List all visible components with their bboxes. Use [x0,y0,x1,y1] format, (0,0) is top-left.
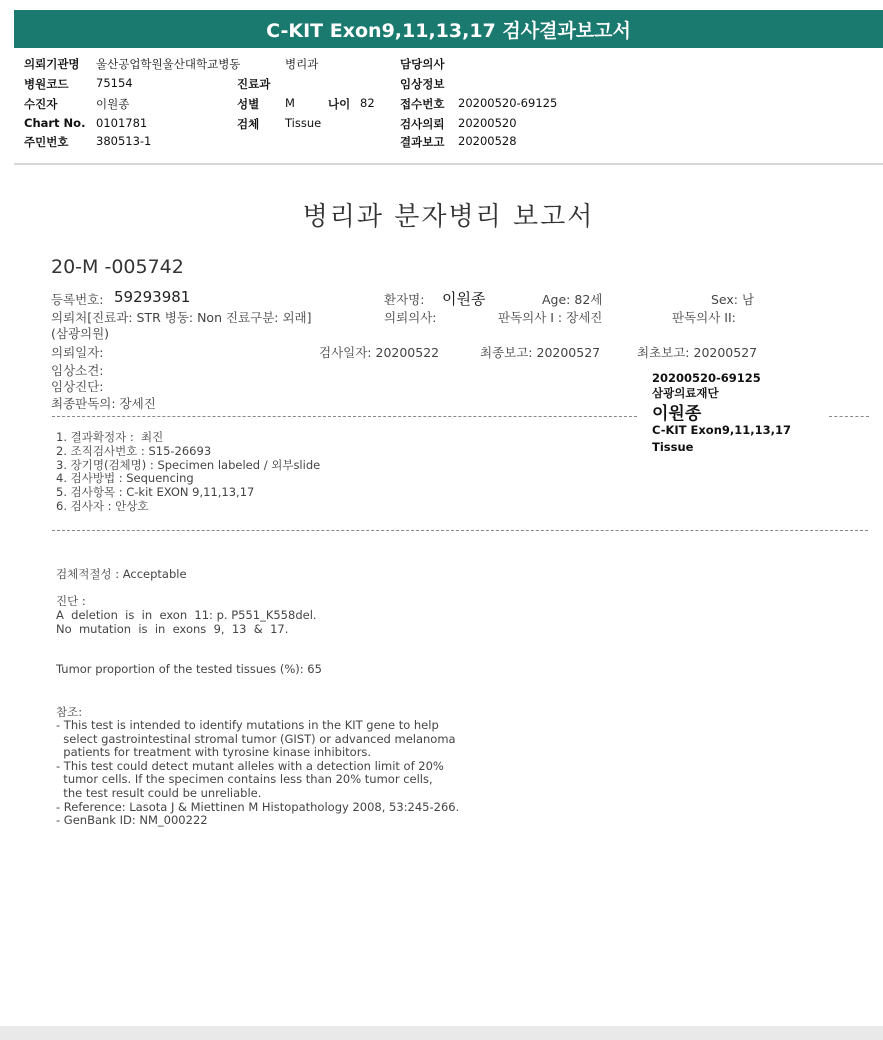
case-number: 20-M -005742 [51,256,184,278]
reference-line: the test result could be unreliable. [56,786,262,800]
pathologist-1: 판독의사 I : 장세진 [498,310,603,325]
reference-line: - Reference: Lasota J & Miettinen M Histopathology 2008, 53:245-266. [56,799,460,814]
report-item: 6. 검사자 : 안상호 [56,499,149,513]
institution-label: 의뢰기관명 [24,57,80,71]
patient-name-value: 이원종 [442,290,486,308]
report-banner [14,10,883,48]
chart-value: 0101781 [96,116,148,130]
doctor-label: 담당의사 [400,57,445,71]
bottom-bar [0,1026,883,1040]
report-title: 병리과 분자병리 보고서 [302,202,595,232]
hospital-code-label: 병원코드 [24,77,69,91]
hospital-code-value: 75154 [96,76,133,90]
reference-line: patients for treatment with tyrosine kinase inhibitors. [56,745,372,760]
sex-label: 성별 [237,97,260,111]
result-value: 20200528 [458,134,517,148]
first-report: 최초보고: 20200527 [637,345,758,360]
sticker-line-3: 이원종 [652,404,702,424]
chart-label: Chart No. [24,116,86,130]
sex-value: M [285,96,295,110]
banner-title: C-KIT Exon9,11,13,17 검사결과보고서 [266,19,631,42]
clinical-findings: 임상소견: [51,363,104,378]
final-pathologist: 최종판독의: 장세진 [51,396,156,411]
header-divider [14,163,883,165]
reg-value: 59293981 [114,288,191,306]
specimen-value: Tissue [285,116,322,130]
result-label: 결과보고 [400,135,445,149]
adequacy: 검체적절성 : Acceptable [56,567,187,581]
diagnosis-line: No mutation is in exons 9, 13 & 17. [56,622,289,636]
age-value: 82 [360,96,375,110]
reg-label: 등록번호: [51,292,104,307]
receipt-value: 20200520-69125 [458,96,558,110]
reference-line: - This test could detect mutant alleles with a detection limit of 20% [56,758,444,773]
report-item: 5. 검사항목 : C-kit EXON 9,11,13,17 [56,485,255,500]
sticker-line-2: 삼광의료재단 [652,386,719,400]
sex-text: Sex: 남 [711,292,755,307]
divider-left [52,416,652,417]
request-value: 20200520 [458,116,517,130]
institution-value: 울산공업학원울산대학교병동 [96,57,241,71]
sticker-line-4: C-KIT Exon9,11,13,17 [652,423,791,437]
exam-date: 검사일자: 20200522 [319,345,440,360]
department-label: 진료과 [237,77,271,91]
divider-right [829,416,869,417]
referral-org: (삼광의원) [51,326,110,341]
patient-name-label: 환자명: [384,292,425,307]
report-item: 3. 장기명(검체명) : Specimen labeled / 외부slide [56,457,321,472]
receipt-label: 접수번호 [400,97,445,111]
reference-line: tumor cells. If the specimen contains less than 20% tumor cells, [56,772,433,787]
specimen-label: 검체 [237,117,260,131]
age-text: Age: 82세 [542,292,603,307]
age-label: 나이 [328,97,351,111]
clinical-diagnosis: 임상진단: [51,379,104,394]
diagnosis-line: A deletion is in exon 11: p. P551_K558del. [56,608,317,622]
referral-doctor: 의뢰의사: [384,310,437,325]
sticker-line-1: 20200520-69125 [652,371,761,385]
clinical-info-label: 임상정보 [400,77,445,91]
divider-items [52,530,868,531]
report-item: 4. 검사방법 : Sequencing [56,471,194,486]
patient-value: 이원종 [96,97,130,111]
report-item: 2. 조직검사번호 : S15-26693 [56,443,212,458]
referral-text: 의뢰처[진료과: STR 병동: Non 진료구분: 외래] [51,310,312,325]
reference-label: 참조: [56,705,83,719]
patient-label: 수진자 [24,97,58,111]
resident-label: 주민번호 [24,135,69,149]
diagnosis-label: 진단 : [56,594,86,608]
request-label: 검사의뢰 [400,117,445,131]
request-date: 의뢰일자: [51,345,104,360]
report-item: 1. 결과확정자 : 최진 [56,430,164,444]
specimen-label-sticker [638,364,828,464]
tumor-proportion: Tumor proportion of the tested tissues (%): 65 [56,662,322,676]
institution-extra: 병리과 [285,57,319,71]
reference-line: select gastrointestinal stromal tumor (GIST) or advanced melanoma [56,731,456,746]
final-report: 최종보고: 20200527 [480,345,601,360]
resident-value: 380513-1 [96,134,152,148]
sticker-line-5: Tissue [652,440,694,454]
scanned-report [14,168,883,1026]
reference-line: - This test is intended to identify mutations in the KIT gene to help [56,718,439,732]
reference-line: - GenBank ID: NM_000222 [56,813,208,828]
pathologist-2: 판독의사 II: [672,310,736,325]
